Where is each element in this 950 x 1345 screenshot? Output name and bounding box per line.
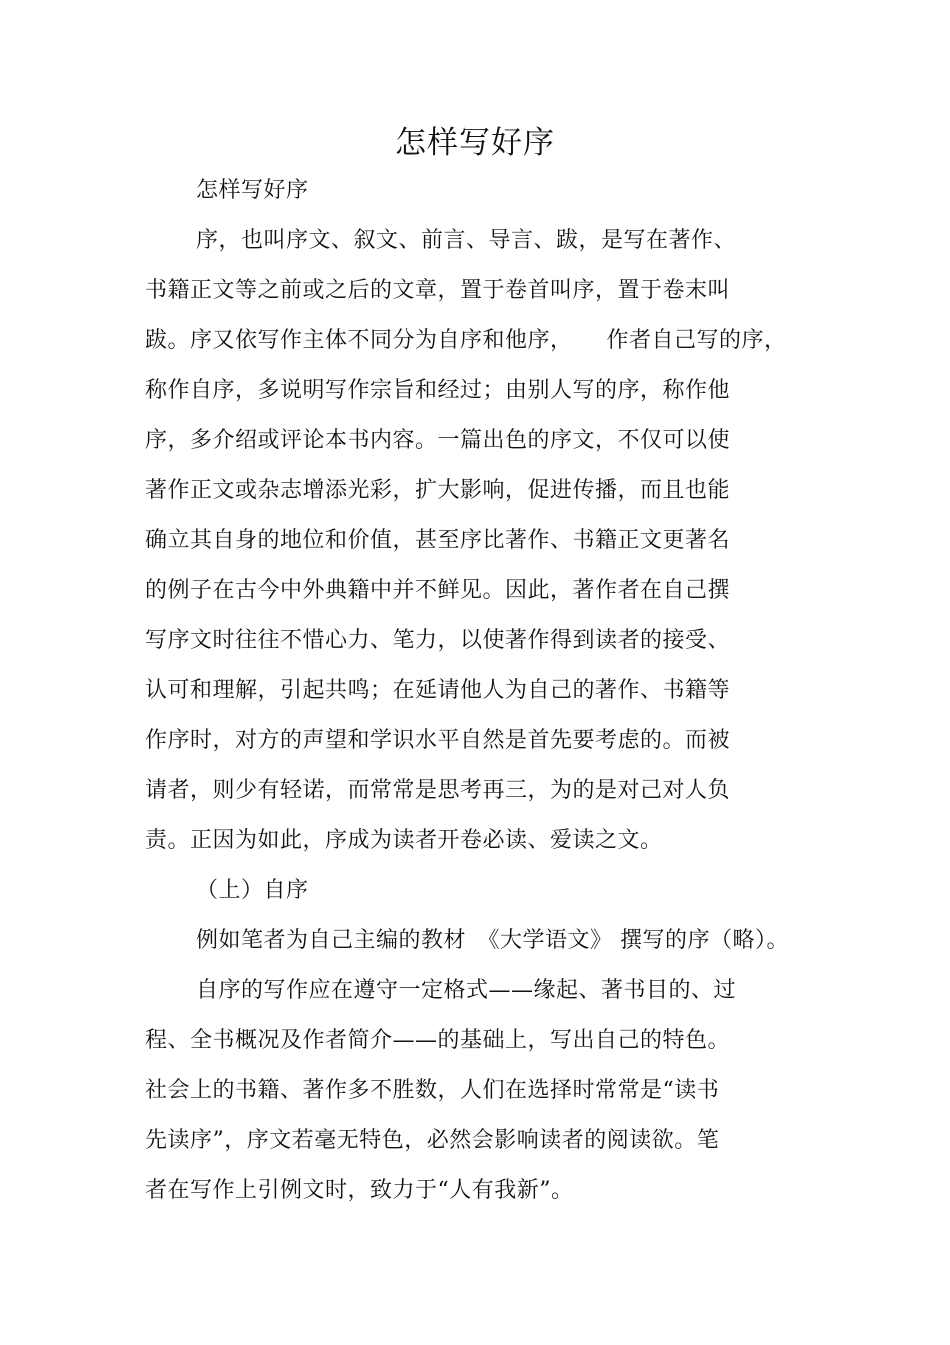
paragraph-line: 确立其自身的地位和价值，甚至序比著作、书籍正文更著名 bbox=[145, 528, 731, 553]
paragraph-line: 例如笔者为自己主编的教材 《大学语文》 撰写的序（略）。 bbox=[196, 928, 789, 953]
paragraph-line: 自序的写作应在遵守一定格式——缘起、著书目的、过 bbox=[196, 978, 737, 1003]
document-title: 怎样写好序 bbox=[395, 125, 555, 161]
paragraph-line: 序，多介绍或评论本书内容。一篇出色的序文，不仅可以使 bbox=[145, 428, 731, 453]
section-heading: （上）自序 bbox=[196, 878, 309, 903]
paragraph-line: 责。正因为如此，序成为读者开卷必读、爱读之文。 bbox=[145, 828, 663, 853]
paragraph-line: 者在写作上引例文时，致力于“人有我新”。 bbox=[145, 1178, 574, 1203]
paragraph-line: 社会上的书籍、著作多不胜数，人们在选择时常常是“读书 bbox=[145, 1078, 720, 1103]
paragraph-line: 作序时，对方的声望和学识水平自然是首先要考虑的。而被 bbox=[145, 728, 731, 753]
paragraph-line: 著作正文或杂志增添光彩，扩大影响，促进传播，而且也能 bbox=[145, 478, 731, 503]
paragraph-line: 认可和理解，引起共鸣；在延请他人为自己的著作、书籍等 bbox=[145, 678, 731, 703]
subtitle-line: 怎样写好序 bbox=[196, 178, 309, 203]
paragraph-line: 序，也叫序文、叙文、前言、导言、跋，是写在著作、 bbox=[196, 228, 737, 253]
paragraph-line: 程、全书概况及作者简介——的基础上，写出自己的特色。 bbox=[145, 1028, 731, 1053]
paragraph-line: 请者，则少有轻诺，而常常是思考再三，为的是对己对人负 bbox=[145, 778, 731, 803]
paragraph-line: 先读序”，序文若毫无特色，必然会影响读者的阅读欲。笔 bbox=[145, 1128, 720, 1153]
paragraph-line: 写序文时往往不惜心力、笔力，以使著作得到读者的接受、 bbox=[145, 628, 731, 653]
paragraph-line: 称作自序，多说明写作宗旨和经过；由别人写的序，称作他 bbox=[145, 378, 731, 403]
paragraph-line: 的例子在古今中外典籍中并不鲜见。因此，著作者在自己撰 bbox=[145, 578, 731, 603]
paragraph-line: 跋。序又依写作主体不同分为自序和他序， 作者自己写的序， bbox=[145, 328, 787, 353]
paragraph-line: 书籍正文等之前或之后的文章，置于卷首叫序，置于卷末叫 bbox=[145, 278, 731, 303]
